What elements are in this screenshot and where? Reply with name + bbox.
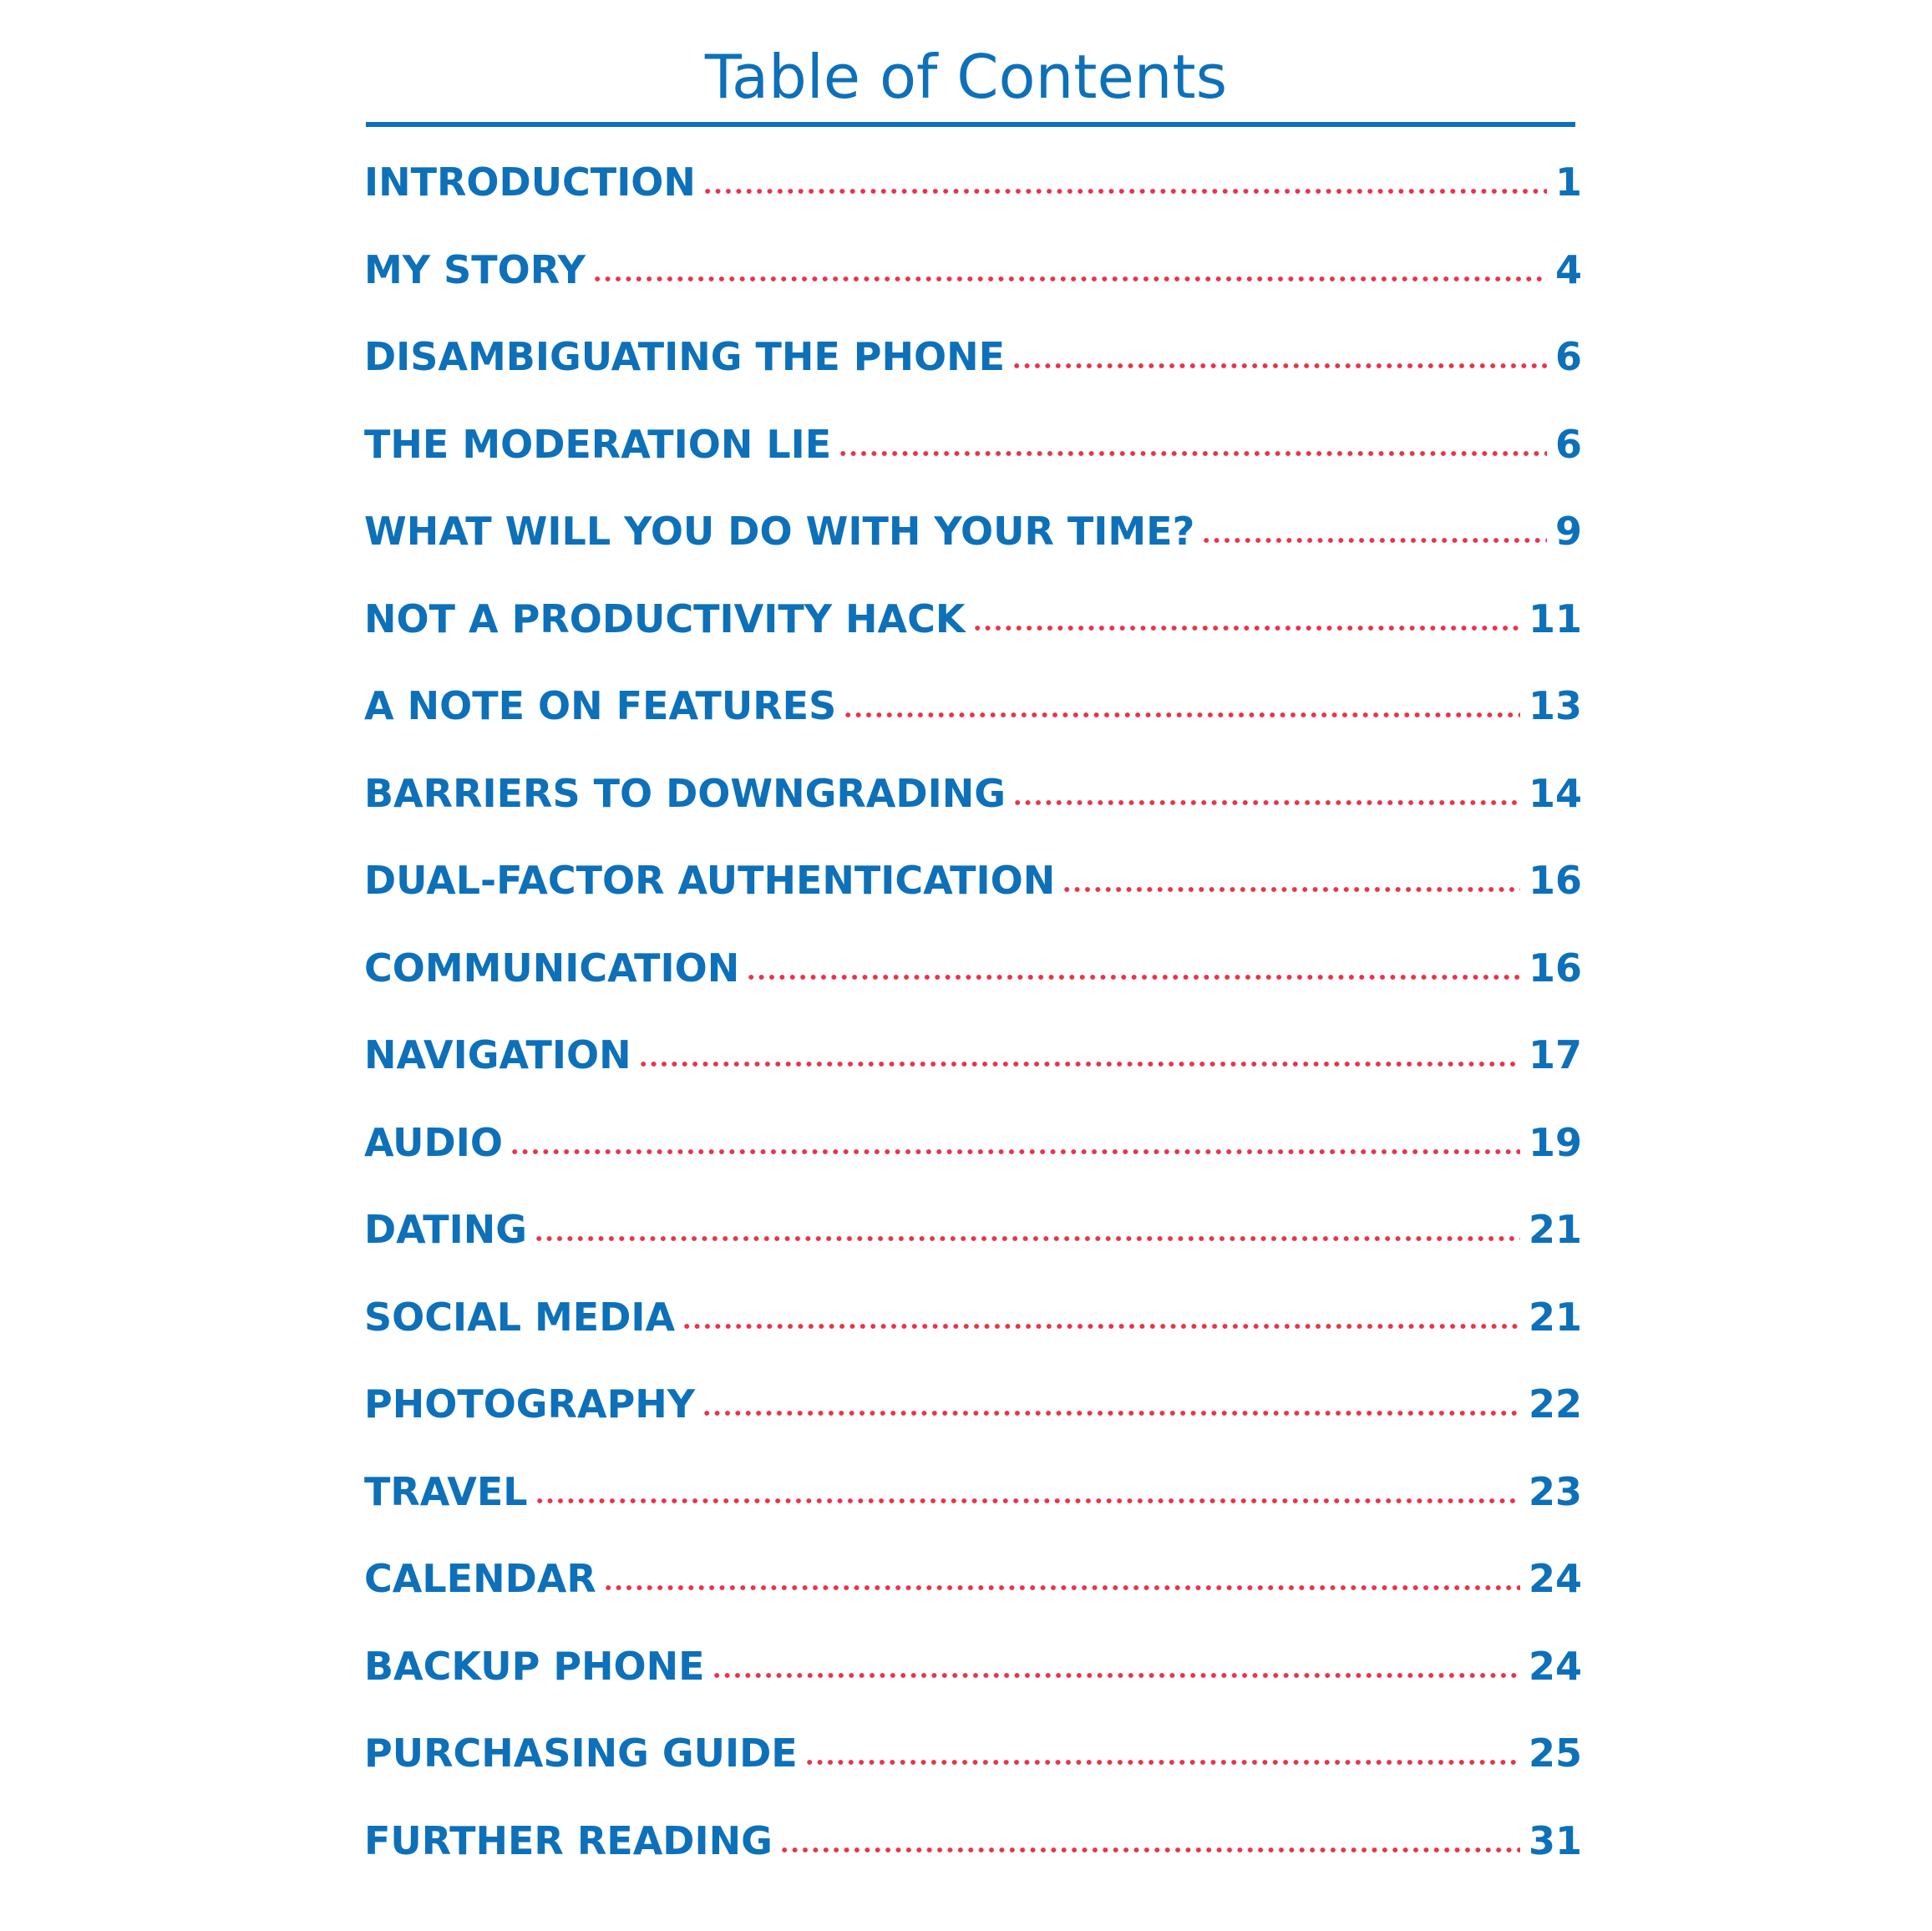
toc-entry[interactable]: [364, 1011, 1582, 1099]
toc-entry[interactable]: [364, 1186, 1582, 1274]
toc-entry-label: MY STORY: [364, 246, 586, 292]
toc-entry-page-number: 21: [1528, 1207, 1582, 1252]
toc-entry-page-number: 1: [1554, 160, 1582, 205]
toc-entry-page-number: 23: [1528, 1468, 1582, 1514]
dot-leader: [702, 189, 1547, 194]
toc-entry[interactable]: [364, 139, 1582, 226]
toc-entry-page-number: 6: [1554, 334, 1582, 379]
toc-entry[interactable]: [364, 488, 1582, 575]
toc-entry-page-number: 25: [1528, 1731, 1582, 1776]
toc-entry-label: DATING: [364, 1207, 527, 1252]
dot-leader: [534, 1236, 1520, 1241]
toc-entry-label: PHOTOGRAPHY: [364, 1381, 696, 1427]
toc-entry-page-number: 6: [1554, 421, 1582, 467]
toc-entry-label: BACKUP PHONE: [364, 1643, 705, 1689]
toc-entry[interactable]: [364, 1797, 1582, 1885]
toc-entry[interactable]: [364, 575, 1582, 663]
toc-entry-label: FURTHER READING: [364, 1817, 773, 1863]
toc-entry-page-number: 17: [1528, 1032, 1582, 1077]
dot-leader: [510, 1149, 1520, 1154]
dot-leader: [972, 626, 1520, 631]
dot-leader: [682, 1324, 1520, 1329]
toc-entry-page-number: 22: [1528, 1381, 1582, 1427]
toc-entry[interactable]: [364, 662, 1582, 750]
toc-entry-label: BARRIERS TO DOWNGRADING: [364, 770, 1006, 816]
toc-entry[interactable]: [364, 401, 1582, 489]
toc-entry-label: WHAT WILL YOU DO WITH YOUR TIME?: [364, 509, 1195, 554]
toc-entry-page-number: 19: [1528, 1119, 1582, 1165]
toc-entry[interactable]: [364, 1535, 1582, 1623]
toc-entry[interactable]: [364, 226, 1582, 314]
toc-entry-label: DISAMBIGUATING THE PHONE: [364, 334, 1006, 379]
toc-entry-page-number: 16: [1528, 858, 1582, 903]
toc-entry[interactable]: [364, 1274, 1582, 1361]
dot-leader: [712, 1673, 1520, 1678]
toc-entry-page-number: 24: [1528, 1643, 1582, 1689]
toc-entry-label: INTRODUCTION: [364, 160, 696, 205]
toc-entry-label: COMMUNICATION: [364, 945, 740, 991]
dot-leader: [804, 1760, 1520, 1765]
toc-entry-label: NAVIGATION: [364, 1032, 631, 1077]
toc-entry-page-number: 16: [1528, 945, 1582, 991]
toc-entry[interactable]: [364, 1448, 1582, 1536]
toc-entry-label: THE MODERATION LIE: [364, 421, 832, 467]
dot-leader: [535, 1498, 1520, 1503]
toc-entry[interactable]: [364, 750, 1582, 838]
toc-entry-page-number: 13: [1528, 683, 1582, 728]
dot-leader: [1012, 800, 1520, 805]
dot-leader: [1012, 363, 1547, 368]
toc-entry-label: PURCHASING GUIDE: [364, 1731, 798, 1776]
toc-entry-label: SOCIAL MEDIA: [364, 1294, 676, 1340]
toc-entry-page-number: 31: [1528, 1817, 1582, 1863]
toc-entry[interactable]: [364, 1099, 1582, 1187]
toc-entry-label: DUAL-FACTOR AUTHENTICATION: [364, 858, 1056, 903]
toc-entry[interactable]: [364, 1361, 1582, 1448]
toc-entry-page-number: 21: [1528, 1294, 1582, 1340]
title-divider: [366, 122, 1575, 127]
toc-entry-page-number: 24: [1528, 1556, 1582, 1601]
toc-entry-label: AUDIO: [364, 1119, 503, 1165]
toc-entry-label: CALENDAR: [364, 1556, 596, 1601]
toc-entry-page-number: 11: [1528, 596, 1582, 641]
dot-leader: [1201, 538, 1547, 543]
toc-list: [364, 139, 1582, 1884]
toc-entry-page-number: 4: [1554, 246, 1582, 292]
toc-entry-label: TRAVEL: [364, 1468, 528, 1514]
dot-leader: [843, 712, 1520, 717]
dot-leader: [779, 1847, 1520, 1852]
dot-leader: [838, 451, 1547, 456]
toc-entry[interactable]: [364, 925, 1582, 1012]
toc-entry-page-number: 14: [1528, 770, 1582, 816]
toc-entry-label: A NOTE ON FEATURES: [364, 683, 837, 728]
toc-entry-page-number: 9: [1554, 509, 1582, 554]
dot-leader: [638, 1062, 1520, 1067]
dot-leader: [1062, 887, 1520, 892]
dot-leader: [746, 975, 1520, 980]
toc-entry[interactable]: [364, 1623, 1582, 1711]
page-title: Table of Contents: [704, 42, 1228, 112]
dot-leader: [603, 1585, 1520, 1590]
dot-leader: [702, 1411, 1520, 1416]
toc-entry[interactable]: [364, 837, 1582, 925]
toc-entry[interactable]: [364, 313, 1582, 401]
toc-entry[interactable]: [364, 1710, 1582, 1797]
toc-entry-label: NOT A PRODUCTIVITY HACK: [364, 596, 966, 641]
dot-leader: [592, 276, 1547, 281]
